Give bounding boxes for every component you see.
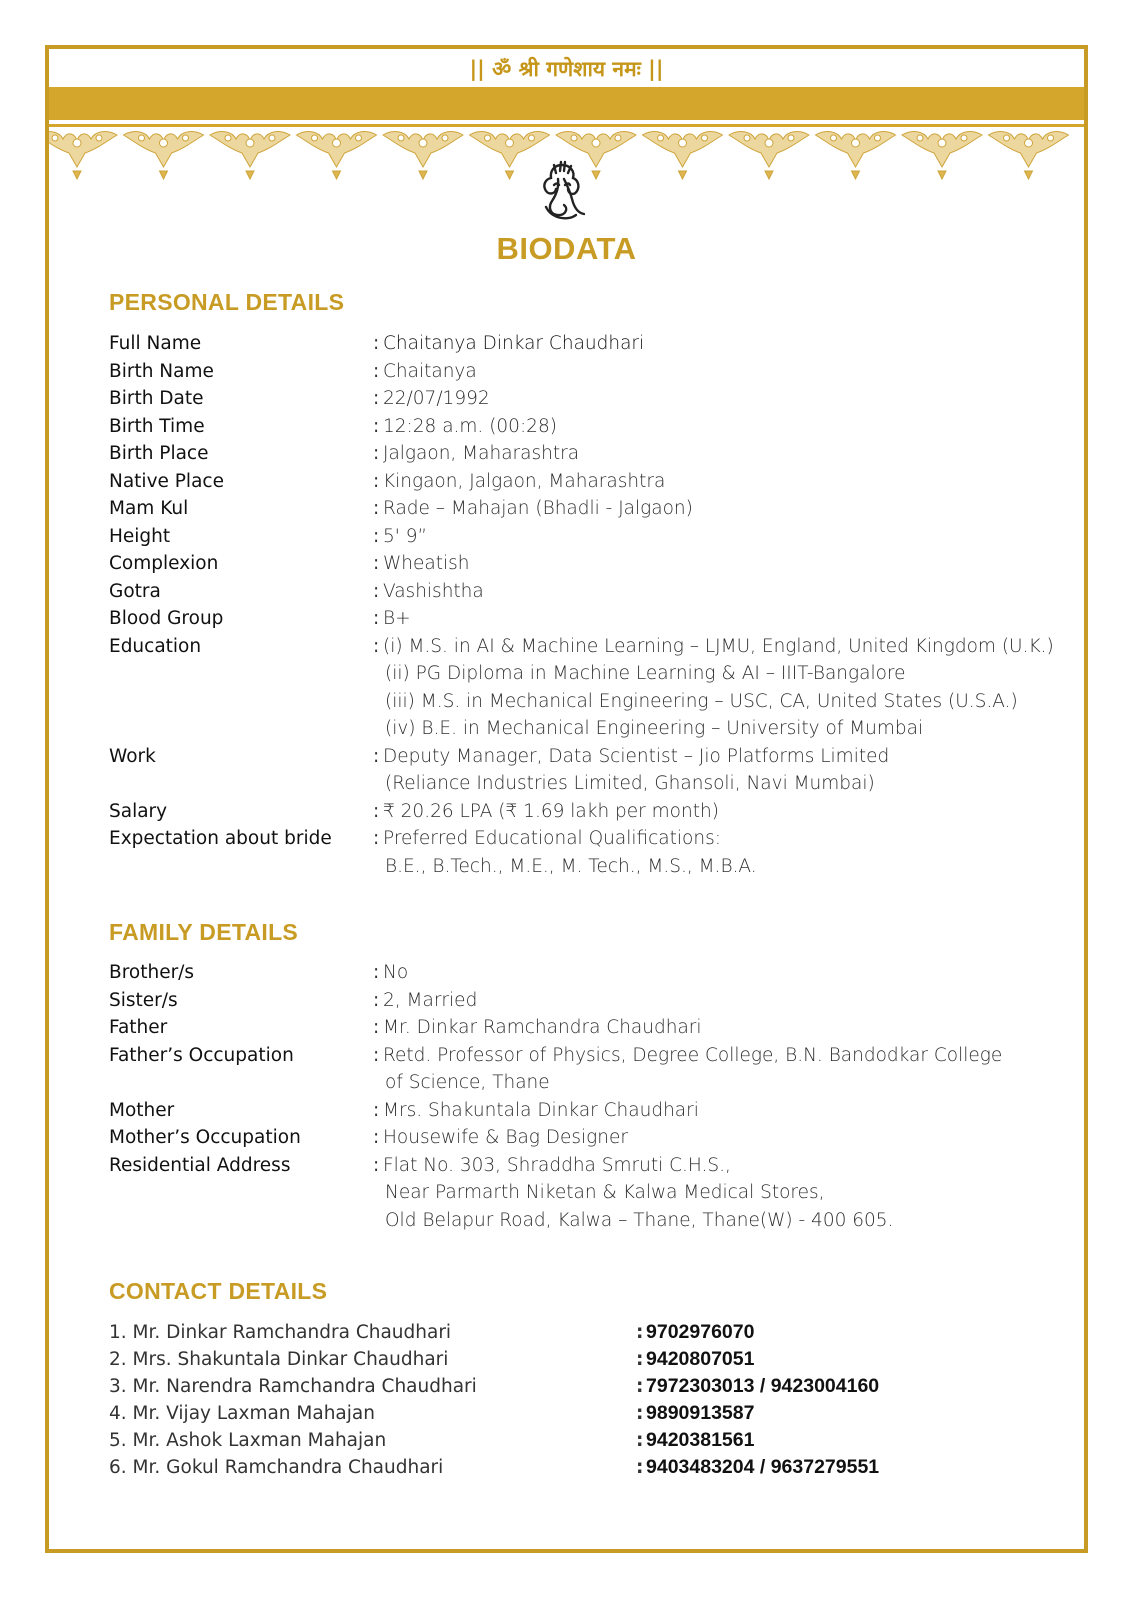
detail-row <box>109 468 1069 496</box>
colon-separator: : <box>373 1099 380 1121</box>
colon-separator: : <box>373 1044 380 1066</box>
detail-row <box>109 358 1069 386</box>
detail-value-line: ₹ 20.26 LPA (₹ 1.69 lakh per month) <box>383 800 719 822</box>
contact-row <box>109 1346 1069 1373</box>
detail-value <box>383 987 1069 1015</box>
detail-value <box>383 1042 1069 1097</box>
detail-value <box>383 468 1069 496</box>
detail-value-line: Flat No. 303, Shraddha Smruti C.H.S., <box>383 1154 731 1176</box>
colon-separator: : <box>636 1403 644 1424</box>
detail-row <box>109 1152 1069 1235</box>
detail-label: Birth Name <box>109 360 214 382</box>
detail-row <box>109 495 1069 523</box>
detail-value-line: Mr. Dinkar Ramchandra Chaudhari <box>383 1017 702 1038</box>
detail-row <box>109 1042 1069 1097</box>
colon-separator: : <box>373 580 380 602</box>
detail-value-line: B.E., B.Tech., M.E., M. Tech., M.S., M.B.A. <box>385 855 757 877</box>
detail-row <box>109 987 1069 1015</box>
detail-value <box>383 385 1069 413</box>
detail-label: Salary <box>109 800 168 822</box>
family-details-heading: FAMILY DETAILS <box>109 919 299 945</box>
colon-separator: : <box>636 1322 644 1343</box>
ornament-motif <box>49 132 117 179</box>
detail-value-line: Chaitanya <box>383 360 477 382</box>
detail-value <box>383 1014 1069 1042</box>
detail-value-line: (Reliance Industries Limited, Ghansoli, Navi Mumbai) <box>385 773 875 794</box>
family-details-list <box>109 959 1069 1234</box>
detail-value <box>383 1152 1069 1235</box>
detail-value-line: No <box>383 962 409 983</box>
detail-value-line: (iv) B.E. in Mechanical Engineering – University of Mumbai <box>385 718 924 739</box>
detail-value-line: Jalgaon, Maharashtra <box>383 443 580 464</box>
detail-row <box>109 550 1069 578</box>
detail-value-line: 12:28 a.m. (00:28) <box>383 415 557 437</box>
detail-value <box>383 1097 1069 1125</box>
detail-label: Mother’s Occupation <box>109 1127 301 1148</box>
contact-phone-number: 7972303013 / 9423004160 <box>646 1375 880 1397</box>
detail-value <box>383 605 1069 633</box>
detail-label: Blood Group <box>109 608 224 629</box>
document-title: BIODATA <box>496 231 637 266</box>
contact-name: 6. Mr. Gokul Ramchandra Chaudhari <box>109 1457 444 1478</box>
detail-row <box>109 1097 1069 1125</box>
colon-separator: : <box>373 800 380 822</box>
contact-phone-number: 9890913587 <box>646 1402 755 1424</box>
detail-value <box>383 523 1069 551</box>
ornament-motif <box>210 132 290 179</box>
detail-row <box>109 330 1069 358</box>
colon-separator: : <box>373 360 380 382</box>
ornament-motif <box>643 132 723 179</box>
detail-value-line: Chaitanya Dinkar Chaudhari <box>383 333 645 354</box>
personal-details-list <box>109 330 1069 880</box>
colon-separator: : <box>636 1430 644 1451</box>
ornament-motif <box>902 132 982 179</box>
detail-value <box>383 413 1069 441</box>
detail-label: Residential Address <box>109 1154 291 1176</box>
contact-row <box>109 1373 1069 1400</box>
contact-details-heading: CONTACT DETAILS <box>109 1278 328 1304</box>
detail-value <box>383 550 1069 578</box>
colon-separator: : <box>373 989 380 1011</box>
detail-row <box>109 798 1069 826</box>
detail-value <box>383 358 1069 386</box>
detail-value-line: Preferred Educational Qualifications: <box>383 828 721 849</box>
detail-value-line: (ii) PG Diploma in Machine Learning & AI – IIIT-Bangalore <box>385 663 906 684</box>
detail-value <box>383 959 1069 987</box>
detail-value <box>383 578 1069 606</box>
detail-label: Native Place <box>109 470 224 492</box>
detail-row <box>109 959 1069 987</box>
colon-separator: : <box>373 525 380 547</box>
colon-separator: : <box>373 333 380 354</box>
detail-label: Brother/s <box>109 962 195 983</box>
detail-value-line: Deputy Manager, Data Scientist – Jio Platforms Limited <box>383 745 890 767</box>
colon-separator: : <box>373 635 380 657</box>
detail-value-line: Kingaon, Jalgaon, Maharashtra <box>383 470 666 492</box>
contact-row <box>109 1400 1069 1427</box>
ornament-motif <box>989 132 1069 179</box>
detail-label: Mam Kul <box>109 498 189 519</box>
colon-separator: : <box>373 498 380 519</box>
detail-label: Gotra <box>109 580 161 602</box>
detail-label: Birth Time <box>109 415 205 437</box>
detail-value-line: Rade – Mahajan (Bhadli - Jalgaon) <box>383 498 693 519</box>
detail-row <box>109 605 1069 633</box>
colon-separator: : <box>373 608 380 629</box>
ornament-motif <box>816 132 896 179</box>
detail-label: Full Name <box>109 333 202 354</box>
detail-label: Expectation about bride <box>109 828 332 849</box>
contact-name: 3. Mr. Narendra Ramchandra Chaudhari <box>109 1376 477 1397</box>
colon-separator: : <box>373 415 380 437</box>
detail-label: Father <box>109 1017 168 1038</box>
detail-row <box>109 1124 1069 1152</box>
invocation-text: || ॐ श्री गणेशाय नमः || <box>469 57 664 81</box>
contact-phone-number: 9403483204 / 9637279551 <box>646 1456 880 1478</box>
detail-value <box>383 743 1069 798</box>
contact-row <box>109 1427 1069 1454</box>
gold-band <box>49 87 1084 120</box>
colon-separator: : <box>373 443 380 464</box>
detail-value-line: B+ <box>383 608 411 629</box>
detail-value <box>383 1124 1069 1152</box>
colon-separator: : <box>373 553 380 574</box>
detail-label: Birth Date <box>109 388 204 409</box>
detail-value <box>383 633 1069 743</box>
contact-phone-number: 9420807051 <box>646 1348 755 1370</box>
colon-separator: : <box>636 1376 644 1397</box>
detail-label: Education <box>109 635 202 657</box>
contact-details-list <box>109 1319 1069 1481</box>
detail-row <box>109 578 1069 606</box>
detail-value-line: (i) M.S. in AI & Machine Learning – LJMU, England, United Kingdom (U.K.) <box>383 635 1054 657</box>
detail-value <box>383 330 1069 358</box>
ornament-motif <box>729 132 809 179</box>
detail-label: Work <box>109 745 156 767</box>
contact-row <box>109 1454 1069 1481</box>
detail-value-line: Near Parmarth Niketan & Kalwa Medical Stores, <box>385 1182 825 1203</box>
detail-row <box>109 523 1069 551</box>
detail-value-line: Retd. Professor of Physics, Degree College, B.N. Bandodkar College <box>383 1044 1003 1066</box>
ganesha-icon <box>534 159 590 225</box>
detail-label: Mother <box>109 1099 175 1121</box>
personal-details-heading: PERSONAL DETAILS <box>109 289 345 315</box>
detail-row <box>109 825 1069 880</box>
ornament-motif <box>383 132 463 179</box>
contact-name: 5. Mr. Ashok Laxman Mahajan <box>109 1430 387 1451</box>
colon-separator: : <box>373 745 380 767</box>
page-border <box>45 45 1088 1553</box>
detail-value <box>383 440 1069 468</box>
contact-name: 4. Mr. Vijay Laxman Mahajan <box>109 1403 375 1424</box>
detail-label: Sister/s <box>109 989 178 1011</box>
detail-value-line: 22/07/1992 <box>383 388 490 409</box>
colon-separator: : <box>373 1017 380 1038</box>
detail-row <box>109 1014 1069 1042</box>
detail-value-line: 2, Married <box>383 989 478 1011</box>
colon-separator: : <box>373 1127 380 1148</box>
colon-separator: : <box>373 828 380 849</box>
detail-row <box>109 440 1069 468</box>
contact-phone-number: 9420381561 <box>646 1429 755 1451</box>
detail-row <box>109 633 1069 743</box>
detail-value <box>383 825 1069 880</box>
detail-row <box>109 413 1069 441</box>
detail-value-line: Vashishtha <box>383 580 484 602</box>
colon-separator: : <box>636 1349 644 1370</box>
detail-value-line: of Science, Thane <box>385 1072 550 1093</box>
detail-value-line: 5' 9” <box>383 525 428 547</box>
detail-value-line: Mrs. Shakuntala Dinkar Chaudhari <box>383 1099 699 1121</box>
contact-phone-number: 9702976070 <box>646 1321 755 1343</box>
detail-label: Birth Place <box>109 443 209 464</box>
detail-row <box>109 743 1069 798</box>
detail-row <box>109 385 1069 413</box>
colon-separator: : <box>373 962 380 983</box>
detail-label: Complexion <box>109 553 219 574</box>
colon-separator: : <box>636 1457 644 1478</box>
detail-value-line: Old Belapur Road, Kalwa – Thane, Thane(W) - 400 605. <box>385 1209 894 1231</box>
colon-separator: : <box>373 470 380 492</box>
ornament-motif <box>297 132 377 179</box>
detail-label: Height <box>109 525 171 547</box>
contact-row <box>109 1319 1069 1346</box>
ornament-motif <box>124 132 204 179</box>
detail-value-line: (iii) M.S. in Mechanical Engineering – USC, CA, United States (U.S.A.) <box>385 690 1018 712</box>
colon-separator: : <box>373 1154 380 1176</box>
contact-name: 2. Mrs. Shakuntala Dinkar Chaudhari <box>109 1349 449 1370</box>
detail-value-line: Housewife & Bag Designer <box>383 1127 628 1148</box>
detail-value-line: Wheatish <box>383 553 470 574</box>
detail-label: Father’s Occupation <box>109 1044 294 1066</box>
detail-value <box>383 495 1069 523</box>
detail-value <box>383 798 1069 826</box>
colon-separator: : <box>373 388 380 409</box>
contact-name: 1. Mr. Dinkar Ramchandra Chaudhari <box>109 1322 452 1343</box>
